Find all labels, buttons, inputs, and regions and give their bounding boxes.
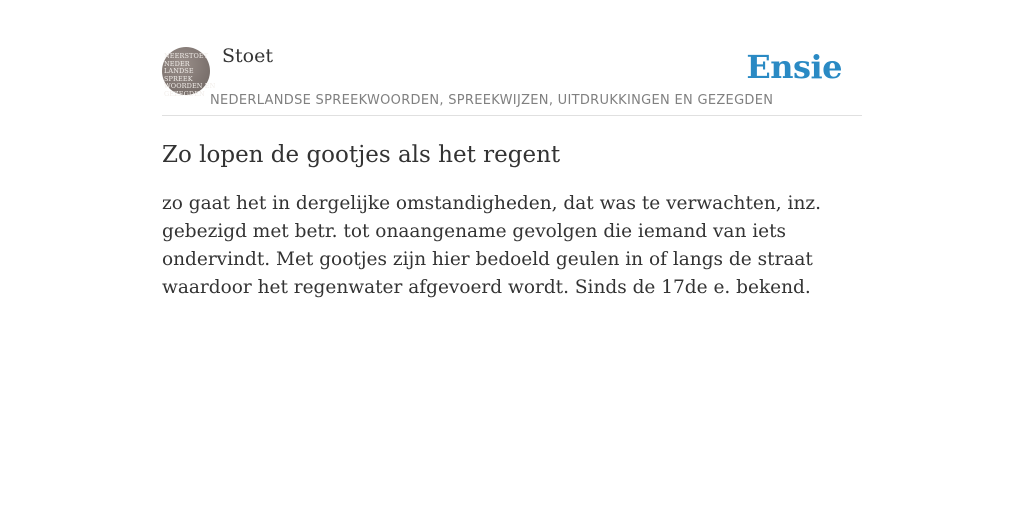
entry-title: Zo lopen de gootjes als het regent: [162, 142, 561, 168]
entry-card: [162, 0, 862, 302]
brand-logo[interactable]: Ensie: [746, 48, 842, 86]
entry-definition: zo gaat het in dergelijke omstandigheden, dat was te verwachten, inz. gebezigd met betr. tot onaangename gevolgen die iemand van iets ondervindt. Met gootjes zijn hier bedoeld geulen in of langs de straat waardoor het regenwater afgevoerd wordt. Sinds de 17de e. bekend.: [162, 193, 821, 298]
source-subtitle[interactable]: NEDERLANDSE SPREEKWOORDEN, SPREEKWIJZEN, UITDRUKKINGEN EN GEZEGDEN: [210, 93, 774, 108]
entry-header: [162, 0, 862, 116]
avatar-logo-text: NEERSTOET NEDER LANDSE SPREEK WOORDEN EN GEZEGDEN: [164, 52, 216, 98]
author-name[interactable]: Stoet: [222, 45, 273, 67]
avatar[interactable]: [162, 47, 216, 98]
